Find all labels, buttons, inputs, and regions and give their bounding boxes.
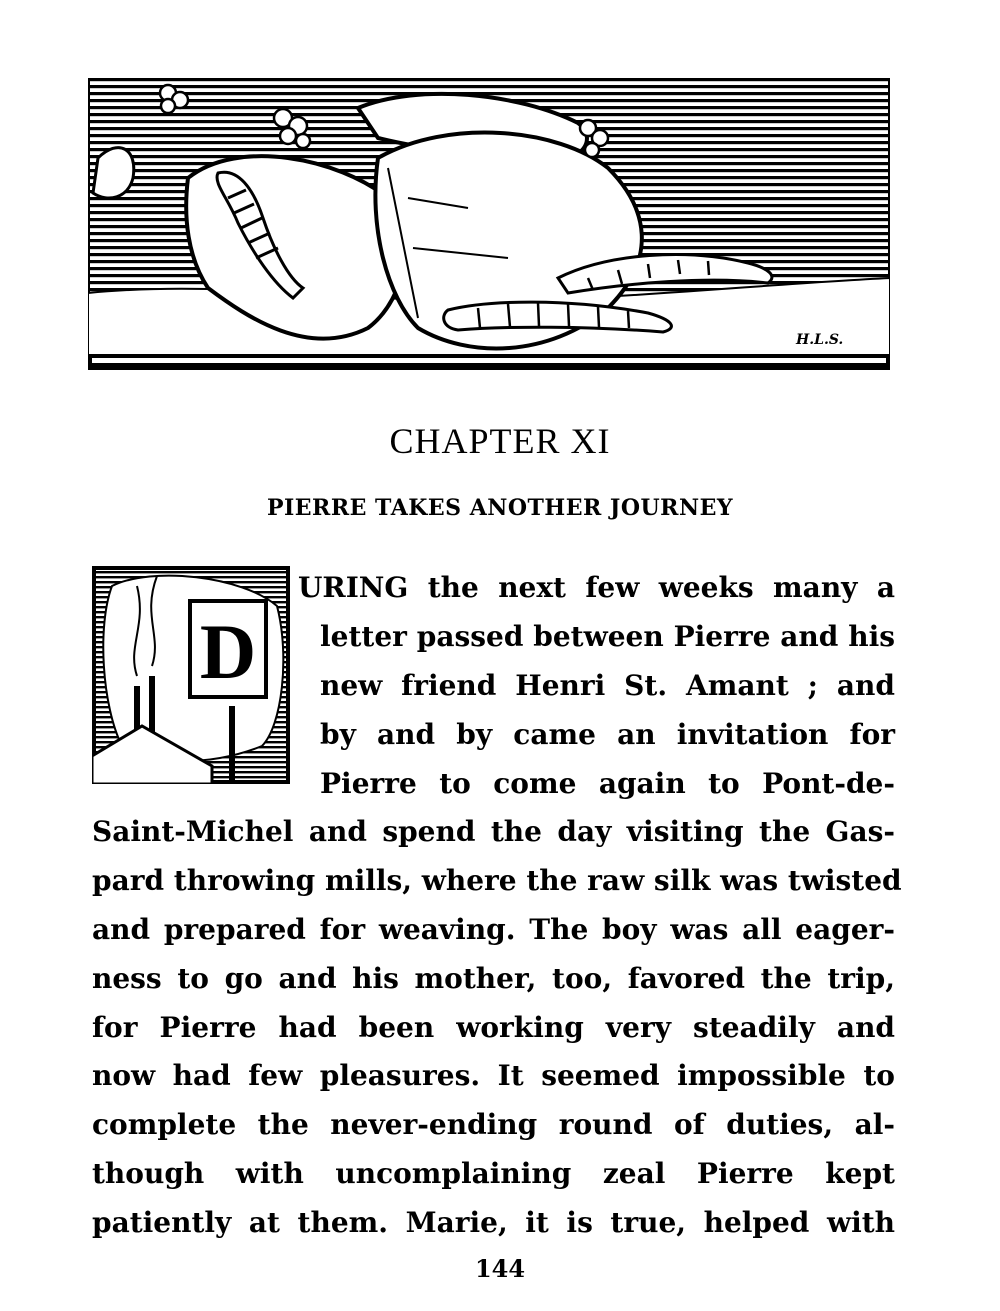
paragraph-indented-block	[298, 564, 895, 808]
page-number: 144	[474, 1254, 526, 1283]
text-line: Saint-Michel and spend the day visiting the Gas-	[92, 815, 895, 848]
chapter-subtitle: PIERRE TAKES ANOTHER JOURNEY	[266, 495, 734, 521]
text-line: Pierre to come again to Pont-de-	[320, 766, 895, 800]
svg-text:H.L.S.: H.L.S.	[796, 332, 844, 348]
text-line: new friend Henri St. Amant ; and	[320, 668, 895, 702]
text-line: now had few pleasures. It seemed impossible to	[92, 1059, 895, 1093]
text-line: letter passed between Pierre and his	[320, 619, 895, 653]
drop-cap-letter: D	[199, 608, 257, 695]
drop-cap-ornament	[92, 566, 290, 784]
text-line: complete the never-ending round of duties, al-	[92, 1108, 895, 1142]
text-line: ness to go and his mother, too, favored the trip,	[92, 961, 895, 995]
text-line: and prepared for weaving. The boy was all eager-	[92, 912, 895, 946]
text-line: though with uncomplaining zeal Pierre kept	[92, 1157, 895, 1191]
text-line: for Pierre had been working very steadily and	[92, 1010, 895, 1044]
text-line: patiently at them. Marie, it is true, helped with	[92, 1206, 895, 1240]
silkworm-headpiece-illustration	[88, 78, 890, 370]
chapter-title: CHAPTER XI	[389, 421, 611, 461]
text-line: URING the next few weeks many a	[298, 571, 895, 604]
text-line: pard throwing mills, where the raw silk was twisted	[92, 863, 902, 897]
paragraph-full-block	[92, 808, 902, 1248]
text-line: by and by came an invitation for	[320, 717, 895, 751]
